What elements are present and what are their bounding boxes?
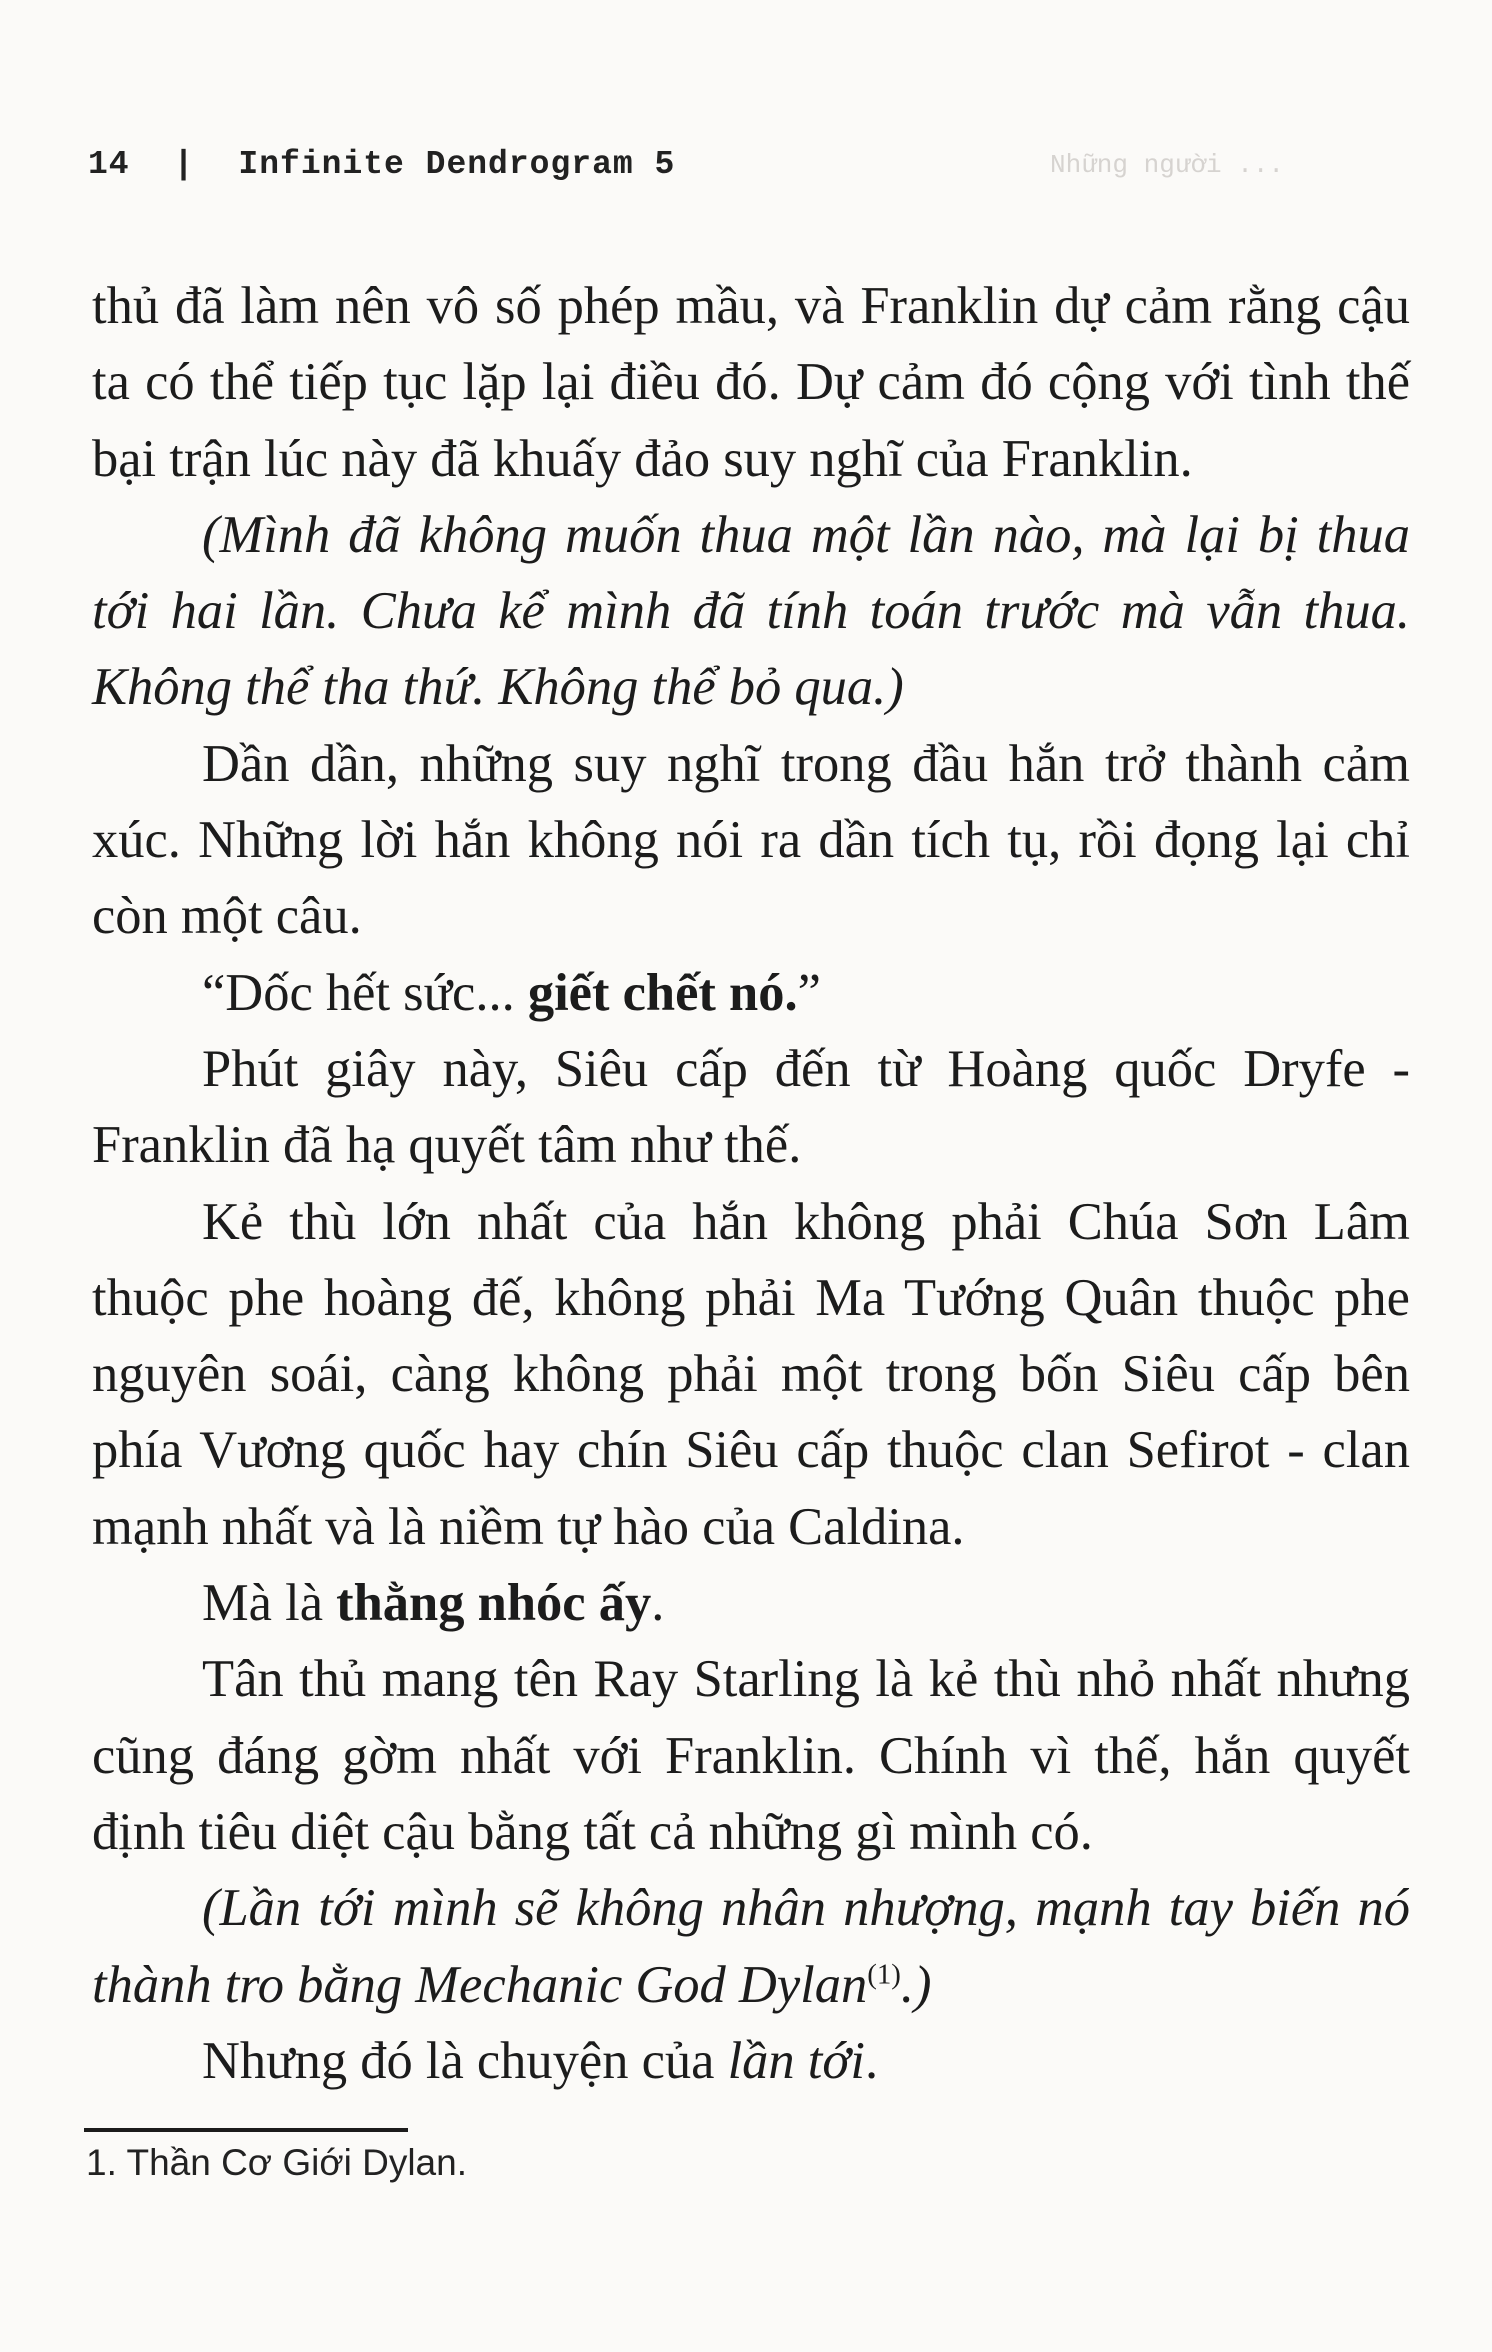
- quote-close: ”: [797, 963, 821, 1022]
- footnote-marker: (1): [867, 1958, 901, 1991]
- p7-before: Mà là: [202, 1574, 337, 1633]
- paragraph-7: [92, 1565, 1410, 1641]
- paragraph-8: Tân thủ mang tên Ray Starling là kẻ thù nhỏ nhất nhưng cũng đáng gờm nhất với Franklin. Chính vì thế, hắn quyết định tiêu diệt cậu bằng tất cả những gì mình có.: [92, 1650, 1410, 1861]
- paragraph-6: Kẻ thù lớn nhất của hắn không phải Chúa Sơn Lâm thuộc phe hoàng đế, không phải Ma Tướng Quân thuộc phe nguyên soái, càng không phải một trong bốn Siêu cấp bên phía Vương quốc hay chín Siêu cấp thuộc clan Sefirot - clan mạnh nhất và là niềm tự hào của Caldina.: [92, 1192, 1410, 1556]
- p7-after: .: [651, 1574, 665, 1633]
- quote-open: “Dốc hết sức...: [202, 963, 528, 1022]
- p9-text: (Lần tới mình sẽ không nhân nhượng, mạnh tay biến nó thành tro bằng Mechanic God Dylan: [92, 1879, 1410, 2014]
- page-number: 14: [88, 146, 130, 183]
- paragraph-2-thought: (Mình đã không muốn thua một lần nào, mà lại bị thua tới hai lần. Chưa kể mình đã tính toán trước mà vẫn thua. Không thể tha thứ. Không thể bỏ qua.): [92, 505, 1410, 717]
- paragraph-5: Phút giây này, Siêu cấp đến từ Hoàng quốc Dryfe - Franklin đã hạ quyết tâm như thế.: [92, 1039, 1410, 1175]
- book-title: Infinite Dendrogram 5: [238, 146, 676, 183]
- paragraph-3: Dần dần, những suy nghĩ trong đầu hắn trở thành cảm xúc. Những lời hắn không nói ra dần tích tụ, rồi đọng lại chỉ còn một câu.: [92, 734, 1410, 946]
- p9-after: .): [900, 1955, 932, 2014]
- paragraph-10: [92, 2023, 1410, 2099]
- p10-before: Nhưng đó là chuyện của: [202, 2031, 728, 2090]
- header-separator: |: [173, 146, 195, 183]
- footnote-divider: [84, 2128, 408, 2132]
- paragraph-9-thought: [92, 1870, 1410, 2023]
- p10-after: .: [865, 2031, 879, 2090]
- paragraph-4-quote: [92, 955, 1410, 1031]
- p10-italic: lần tới: [727, 2031, 865, 2090]
- running-header: [88, 146, 675, 183]
- bleed-through-text: Những người ...: [1050, 150, 1285, 180]
- paragraph-1: thủ đã làm nên vô số phép mầu, và Franklin dự cảm rằng cậu ta có thể tiếp tục lặp lại điều đó. Dự cảm đó cộng với tình thế bại trận lúc này đã khuấy đảo suy nghĩ của Franklin.: [92, 277, 1410, 488]
- page-body: [92, 268, 1410, 2099]
- p7-bold: thằng nhóc ấy: [336, 1574, 652, 1633]
- quote-bold: giết chết nó.: [527, 963, 798, 1022]
- footnote: 1. Thần Cơ Giới Dylan.: [86, 2142, 467, 2183]
